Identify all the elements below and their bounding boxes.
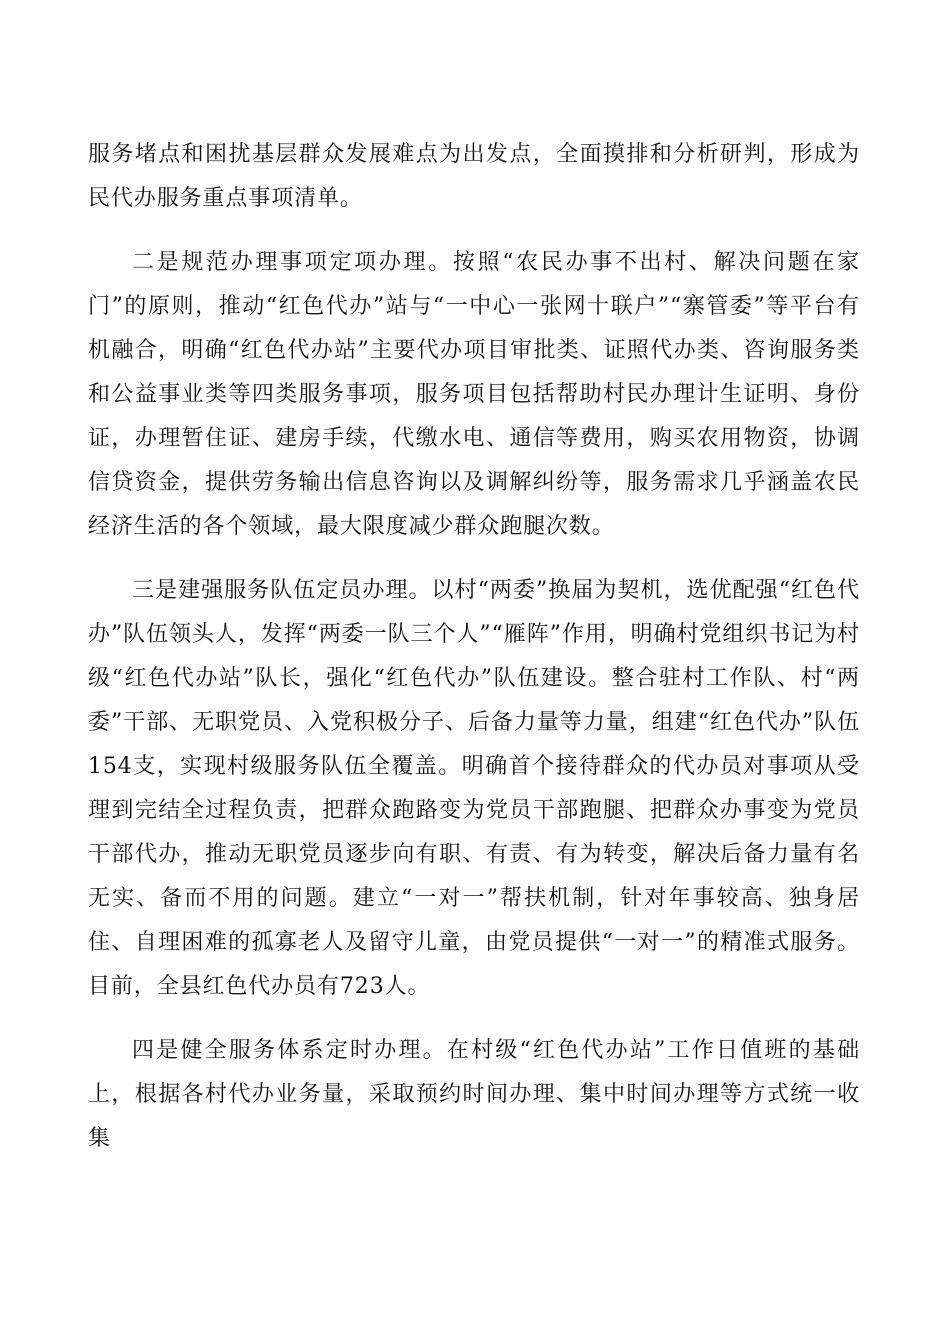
paragraph-item-three: 三是建强服务队伍定员办理。以村“两委”换届为契机，选优配强“红色代办”队伍领头人，发挥“两委一队三个人”“雁阵”作用，明确村党组织书记为村级“红色代办站”队长，强化“红色代办”队伍建设。整合驻村工作队、村“两委”干部、无职党员、入党积极分子、后备力量等力量，组建“红色代办”队伍154支，实现村级服务队伍全覆盖。明确首个接待群众的代办员对事项从受理到完结全过程负责，把群众跑路变为党员干部跑腿、把群众办事变为党员干部代办，推动无职党员逐步向有职、有责、有为转变，解决后备力量有名无实、备而不用的问题。建立“一对一”帮扶机制，针对年事较高、独身居住、自理困难的孤寡老人及留守儿童，由党员提供“一对一”的精准式服务。目前，全县红色代办员有723人。 xyxy=(88,578,860,999)
paragraph-item-four: 四是健全服务体系定时办理。在村级“红色代办站”工作日值班的基础上，根据各村代办业务量，采取预约时间办理、集中时间办理等方式统一收集 xyxy=(88,1038,860,1151)
document-page xyxy=(88,133,860,1161)
paragraph-continuation: 服务堵点和困扰基层群众发展难点为出发点，全面摸排和分析研判，形成为民代办服务重点事项清单。 xyxy=(88,142,860,211)
paragraph-item-two: 二是规范办理事项定项办理。按照“农民办事不出村、解决问题在家门”的原则，推动“红色代办”站与“一中心一张网十联户”“寨管委”等平台有机融合，明确“红色代办站”主要代办项目审批类、证照代办类、咨询服务类和公益事业类等四类服务事项，服务项目包括帮助村民办理计生证明、身份证，办理暂住证、建房手续，代缴水电、通信等费用，购买农用物资，协调信贷资金，提供劳务输出信息咨询以及调解纠纷等，服务需求几乎涵盖农民经济生活的各个领域，最大限度减少群众跑腿次数。 xyxy=(88,250,860,539)
